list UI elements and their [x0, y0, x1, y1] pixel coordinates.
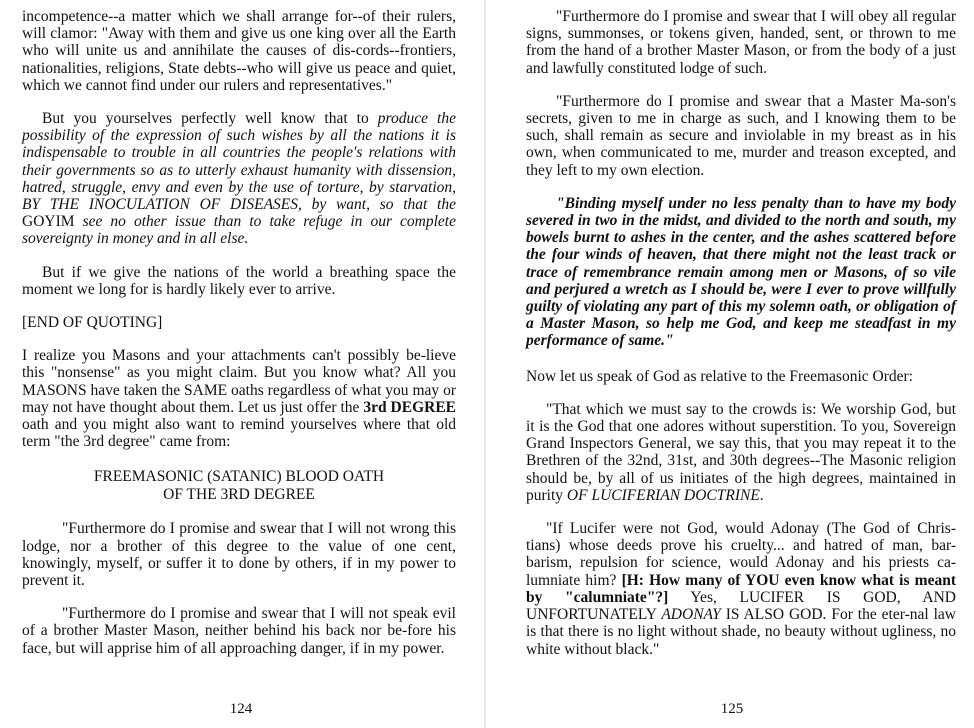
- text-period: .: [759, 486, 764, 504]
- italic-adonay: ADONAY: [661, 606, 721, 624]
- paragraph-breathing-space: But if we give the nations of the world a breathing space the moment we long for is hardly likely ever to arrive.: [22, 263, 456, 298]
- text-a: I realize you Masons and your attachments can't possibly be-lieve this "nonsense" as you might claim. But you know what? All you MASONS have taken the SAME oaths regardless of what you may or may not have thought about them. Let us just offer the: [22, 347, 456, 416]
- oath-paragraph-4: "Furthermore do I promise and swear that a Master Ma-son's secrets, given to me in charge as such, and I knowing them to be such, shall remain as secure and inviolable in my breast as in his own, when communicated to me, murder and treason excepted, and they left to my own election.: [526, 92, 956, 179]
- bold-note-calumniate: [H: How many of YOU even know what is meant by "calumniate"?]: [526, 571, 956, 606]
- book-gutter: [484, 0, 486, 728]
- page-number-right: 125: [720, 701, 744, 717]
- oath-paragraph-penalty: "Binding myself under no less penalty than to have my body severed in two in the midst, and divided to the north and south, my bowels burnt to ashes in the center, and the ashes scattered before the four winds of heaven, that there might not the least track or trace of remembrance remain among men or Masons, of so vile and perjured a wretch as I should be, were I ever to prove willfully guilty of violating any part of this my solemn oath, or obligation of a Master Mason, so help me God, and keep me steadfast in my performance of same.": [526, 194, 956, 350]
- paragraph-incompetence: incompetence--a matter which we shall arrange for--of their rulers, will clamor: "Away with them and give us one king over all the Earth who will unite us and annihilate the causes of dis-cords--frontiers, nationalities, religions, State debts--who will give us peace and quiet, which we cannot find under our rulers and representatives.": [22, 8, 456, 94]
- paragraph-worship-god: [526, 401, 956, 504]
- oath-paragraph-1: "Furthermore do I promise and swear that I will not wrong this lodge, nor a brother of this degree to the value of one cent, knowingly, myself, or suffer it to done by others, if in my power to prevent it.: [22, 520, 456, 590]
- text-lucifer-a: "If Lucifer were not God, would Adonay (The God of Chris-tians) whose deeds prove his cruelty... and hatred of man, bar-barism, repulsion for science, would Adonay and his priests ca-lumniate him?: [526, 520, 956, 589]
- bold-3rd-degree: 3rd DEGREE: [363, 398, 456, 416]
- paragraph-speak-of-god: Now let us speak of God as relative to the Freemasonic Order:: [526, 367, 913, 385]
- right-page: [490, 0, 974, 728]
- italic-luciferian-doctrine: OF LUCIFERIAN DOCTRINE: [566, 486, 760, 504]
- heading-line-2: OF THE 3RD DEGREE: [163, 486, 315, 504]
- text-goyim: GOYIM: [22, 213, 75, 231]
- oath-paragraph-3: "Furthermore do I promise and swear that I will obey all regular signs, summonses, or tokens given, handed, sent, or thrown to me from the hand of a brother Master Mason, or from the body of a just and lawfully constituted lodge of such.: [526, 8, 956, 77]
- text-lucifer-c: IS ALSO GOD. For the eter-nal law is that there is no light without shade, no beauty without ugliness, no white without black.": [526, 606, 956, 658]
- text-worship: "That which we must say to the crowds is: We worship God, but it is the God that one adores without superstition. To you, Sovereign Grand Inspectors General, we say this, that you may repeat it to the Brethren of the 32nd, 31st, and 30th degrees--The Masonic religion should be, by all of us initiates of the high degrees, maintained in purity: [526, 400, 956, 504]
- page-number-left: 124: [229, 701, 253, 717]
- paragraph-masons: [22, 347, 456, 450]
- heading-line-1: FREEMASONIC (SATANIC) BLOOD OATH: [93, 468, 385, 486]
- italic-passage: produce the possibility of the expression of such wishes by all the nations it is indispensable to trouble in all countries the people's relations with their governments so as to utterly exhaust humanity with dissension, hatred, struggle, envy and even by the use of torture, by starvation, BY THE INOCULATION OF DISEASES, by want, so that the: [22, 110, 456, 214]
- oath-heading: [22, 468, 456, 504]
- paragraph-lucifer: [526, 520, 956, 658]
- paragraph-produce-possibility: [22, 110, 456, 248]
- end-of-quoting: [END OF QUOTING]: [22, 314, 163, 332]
- italic-passage-end: see no other issue than to take refuge in our complete sovereignty in money and in all else.: [22, 213, 456, 248]
- text-lucifer-b: Yes, LUCIFER IS GOD, AND UNFORTUNATELY: [526, 588, 957, 624]
- text-b: oath and you might also want to remind yourselves where that old term "the 3rd degree" came from:: [22, 416, 456, 451]
- text-lead: But you yourselves perfectly well know that to: [42, 110, 378, 128]
- left-page: [0, 0, 482, 728]
- oath-paragraph-2: "Furthermore do I promise and swear that I will not speak evil of a brother Master Mason, neither behind his back nor be-fore his face, but will apprise him of all approaching danger, if in my power.: [22, 605, 456, 657]
